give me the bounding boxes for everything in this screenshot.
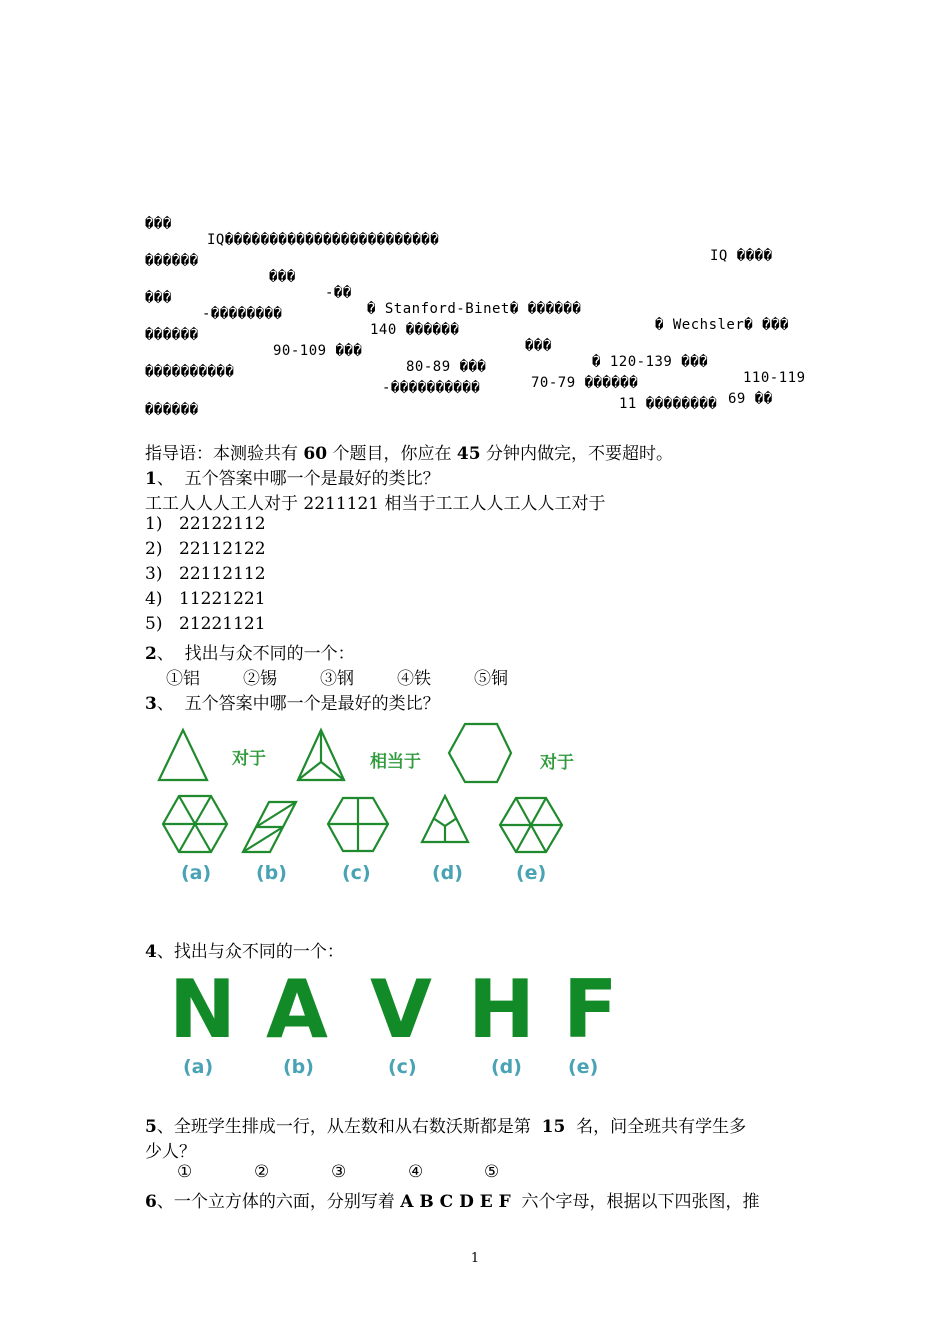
intro-line [145, 386, 199, 434]
question-text: 五个答案中哪一个是最好的类比？ [184, 469, 440, 489]
option-label: (a) [183, 1056, 214, 1078]
question-5-title [145, 1112, 746, 1137]
separator: 、 [156, 644, 185, 664]
question-number: 4 [145, 942, 157, 962]
intro-text: ���������� [145, 364, 235, 380]
intro-text: ��� [269, 269, 296, 285]
option-item [145, 614, 266, 634]
option-label: (c) [342, 862, 371, 884]
option-text: 21221121 [179, 614, 266, 634]
option-item [145, 514, 266, 534]
question-5-line2: 少人？ [145, 1142, 196, 1162]
question-1-title [145, 464, 440, 489]
instruction-text: 分钟内做完，不要超时。 [480, 444, 673, 464]
question-number: 6 [145, 1192, 157, 1212]
question-1-stem: 工工人人人工人对于 2211121 相当于工工人人工人人工对于 [145, 494, 606, 514]
intro-text: 70-79 ������ [531, 375, 639, 391]
question-number: 5 [145, 1117, 157, 1137]
option-letter: V [370, 965, 432, 1056]
option-d-shape [422, 796, 468, 842]
option-e-shape [500, 798, 562, 852]
option-number: 3) [145, 564, 163, 584]
instruction [145, 439, 673, 464]
option-item: ③ [331, 1162, 347, 1182]
triangle-shape [159, 730, 207, 780]
option-text: 22122112 [179, 514, 266, 534]
intro-text: 110-119 [743, 370, 806, 386]
option-label: (d) [491, 1056, 522, 1078]
option-number: 5) [145, 614, 163, 634]
option-label: (c) [388, 1056, 417, 1078]
option-item: ⑤ [484, 1162, 500, 1182]
option-number: 1) [145, 514, 163, 534]
intro-text: 140 ������ [370, 322, 460, 338]
separator: 、 [156, 942, 174, 962]
triangle-divided-shape [298, 730, 344, 780]
option-label: (e) [568, 1056, 599, 1078]
intro-text: -�������� [202, 306, 283, 322]
option-item: ④ [408, 1162, 424, 1182]
instruction-text: 个题目，你应在 [327, 444, 457, 464]
intro-text: IQ ���� [710, 248, 773, 264]
time-limit: 45 [456, 444, 481, 464]
intro-text: ��� [145, 216, 172, 232]
separator: 、 [156, 469, 185, 489]
figure-word: 对于 [540, 753, 574, 773]
option-label: (b) [256, 862, 287, 884]
option-item: ④铁 [397, 669, 431, 689]
option-letter: N [169, 965, 236, 1056]
question-6-title [145, 1187, 760, 1212]
question-text: 、全班学生排成一行，从左数和从右数沃斯都是第 [156, 1117, 542, 1137]
question-text: 名，问全班共有学生多 [565, 1117, 747, 1137]
option-item [145, 564, 266, 584]
question-text: 、一个立方体的六面，分别写着 [156, 1192, 401, 1212]
option-text: 22112112 [179, 564, 266, 584]
option-item [145, 589, 266, 609]
intro-text: � 120-139 ��� [592, 354, 709, 370]
option-text: 11221221 [179, 589, 266, 609]
option-item [145, 539, 266, 559]
option-item: ① [177, 1162, 193, 1182]
option-item: ② [254, 1162, 270, 1182]
cube-letters: A B C D E F [400, 1192, 511, 1212]
question-number: 3 [145, 694, 157, 714]
intro-text: 80-89 ��� [406, 359, 487, 375]
option-item: ③钢 [320, 669, 354, 689]
option-label: (d) [432, 862, 463, 884]
question-text: 五个答案中哪一个是最好的类比？ [184, 694, 440, 714]
question-number: 2 [145, 644, 157, 664]
option-number: 4) [145, 589, 163, 609]
intro-text: 90-109 ��� [273, 343, 363, 359]
question-text: 找出与众不同的一个： [173, 942, 344, 962]
question-text: 六个字母，根据以下四张图，推 [510, 1192, 760, 1212]
question-4-title [145, 937, 344, 962]
option-letter: H [468, 965, 535, 1056]
option-letter: A [266, 965, 328, 1056]
question-text: 找出与众不同的一个： [184, 644, 355, 664]
option-c-shape [328, 798, 388, 851]
option-a-shape [163, 796, 227, 852]
intro-text: ������ [145, 253, 199, 269]
intro-text: ��� [525, 338, 552, 354]
rank-value: 15 [541, 1117, 566, 1137]
figure-word: 相当于 [370, 752, 421, 772]
option-letter: F [563, 965, 618, 1056]
intro-text: ������ [145, 327, 199, 343]
question-number: 1 [145, 469, 157, 489]
page-number: 1 [470, 1251, 480, 1266]
question-count: 60 [303, 444, 328, 464]
option-label: (e) [516, 862, 547, 884]
intro-text: ��� [145, 290, 172, 306]
hexagon-shape [449, 724, 511, 782]
option-label: (a) [181, 862, 212, 884]
instruction-text: 指导语：本测验共有 [145, 444, 304, 464]
intro-text: 11 �������� [619, 396, 718, 412]
intro-text: � Wechsler� ��� [655, 317, 789, 333]
separator: 、 [156, 694, 185, 714]
option-item: ①铝 [166, 669, 200, 689]
option-item: ⑤铜 [474, 669, 508, 689]
intro-text: IQ������������������������ [207, 232, 440, 248]
option-label: (b) [283, 1056, 314, 1078]
intro-text: 69 �� [728, 391, 773, 407]
letters-figure [145, 965, 635, 1085]
option-b-shape [243, 802, 296, 852]
intro-text: -�� [325, 285, 352, 301]
intro-text: ������ [145, 402, 199, 418]
option-item: ②锡 [243, 669, 277, 689]
intro-text: -���������� [382, 380, 481, 396]
question-3-title [145, 689, 440, 714]
question-2-title [145, 639, 355, 664]
intro-text: � Stanford-Binet� ������ [367, 301, 582, 317]
figure-word: 对于 [232, 749, 266, 769]
option-text: 22112122 [179, 539, 266, 559]
analogy-figure [145, 718, 605, 890]
option-number: 2) [145, 539, 163, 559]
